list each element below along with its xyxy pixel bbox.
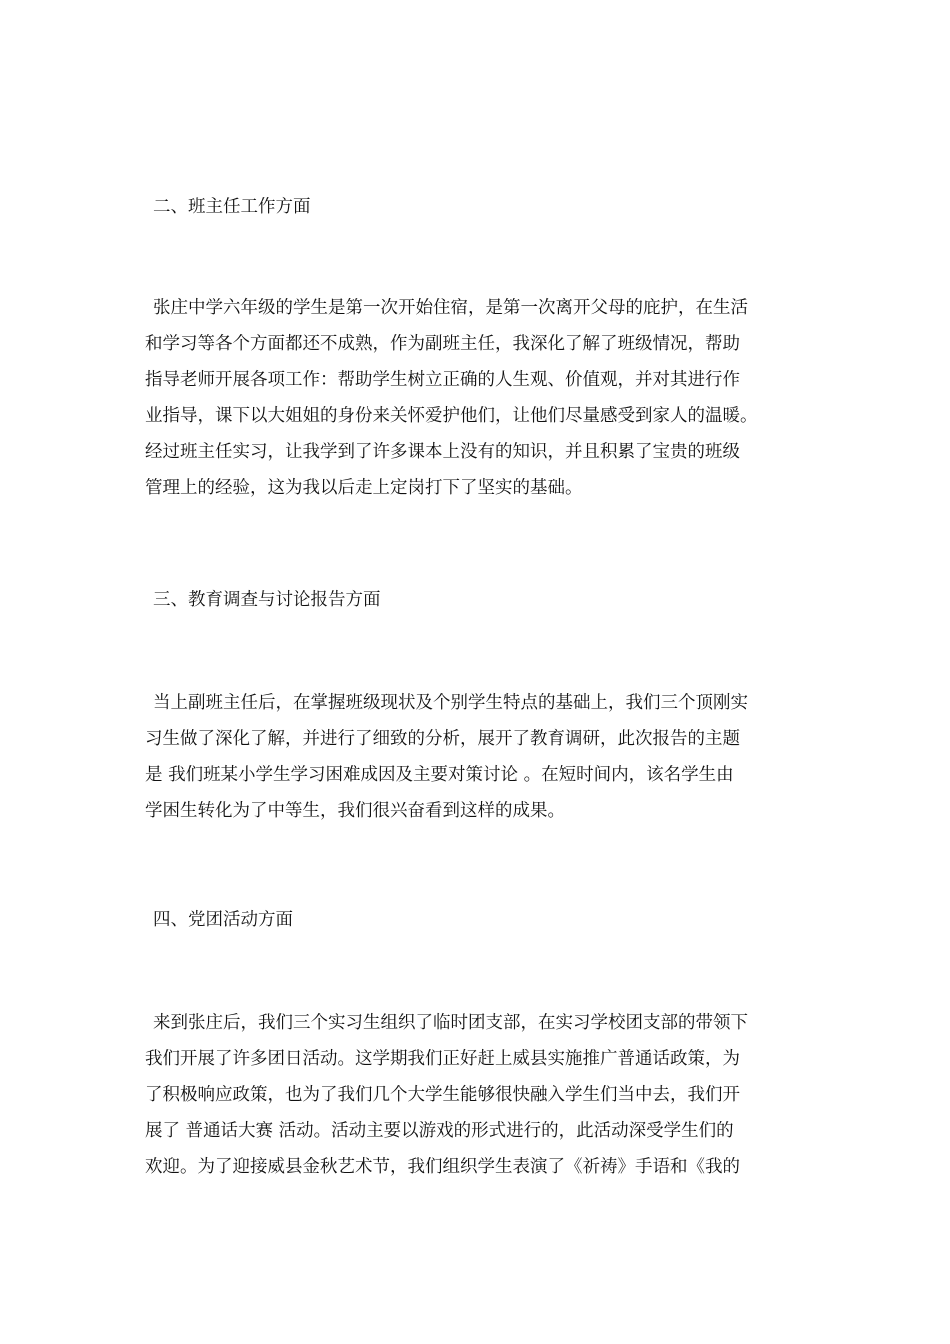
paragraph-party-league: [145, 1005, 825, 1185]
text-line: 管理上的经验，这为我以后走上定岗打下了坚实的基础。: [145, 478, 583, 498]
text-line: 习生做了深化了解，并进行了细致的分析，展开了教育调研，此次报告的主题: [145, 729, 740, 749]
text-line: 欢迎。为了迎接威县金秋艺术节，我们组织学生表演了《祈祷》手语和《我的: [145, 1157, 740, 1177]
paragraph-education-survey: [145, 685, 825, 829]
text-line: 和学习等各个方面都还不成熟，作为副班主任，我深化了解了班级情况，帮助: [145, 334, 740, 354]
section-heading-education-survey: 三、教育调查与讨论报告方面: [153, 590, 381, 610]
text-line: 是 我们班某小学生学习困难成因及主要对策讨论 。在短时间内，该名学生由: [145, 765, 734, 785]
text-line: 了积极响应政策，也为了我们几个大学生能够很快融入学生们当中去，我们开: [145, 1085, 740, 1105]
paragraph-class-teacher: [145, 290, 825, 506]
text-line: 来到张庄后，我们三个实习生组织了临时团支部，在实习学校团支部的带领下: [153, 1013, 748, 1033]
section-heading-class-teacher: 二、班主任工作方面: [153, 197, 311, 217]
text-line: 指导老师开展各项工作：帮助学生树立正确的人生观、价值观，并对其进行作: [145, 370, 740, 390]
section-heading-party-league: 四、党团活动方面: [153, 910, 293, 930]
text-line: 张庄中学六年级的学生是第一次开始住宿，是第一次离开父母的庇护，在生活: [153, 298, 748, 318]
text-line: 学困生转化为了中等生，我们很兴奋看到这样的成果。: [145, 801, 565, 821]
text-line: 经过班主任实习，让我学到了许多课本上没有的知识，并且积累了宝贵的班级: [145, 442, 740, 462]
text-line: 当上副班主任后，在掌握班级现状及个别学生特点的基础上，我们三个顶刚实: [153, 693, 748, 713]
text-line: 展了 普通话大赛 活动。活动主要以游戏的形式进行的，此活动深受学生们的: [145, 1121, 734, 1141]
text-line: 业指导，课下以大姐姐的身份来关怀爱护他们，让他们尽量感受到家人的温暖。: [145, 406, 758, 426]
text-line: 我们开展了许多团日活动。这学期我们正好赶上威县实施推广普通话政策，为: [145, 1049, 740, 1069]
